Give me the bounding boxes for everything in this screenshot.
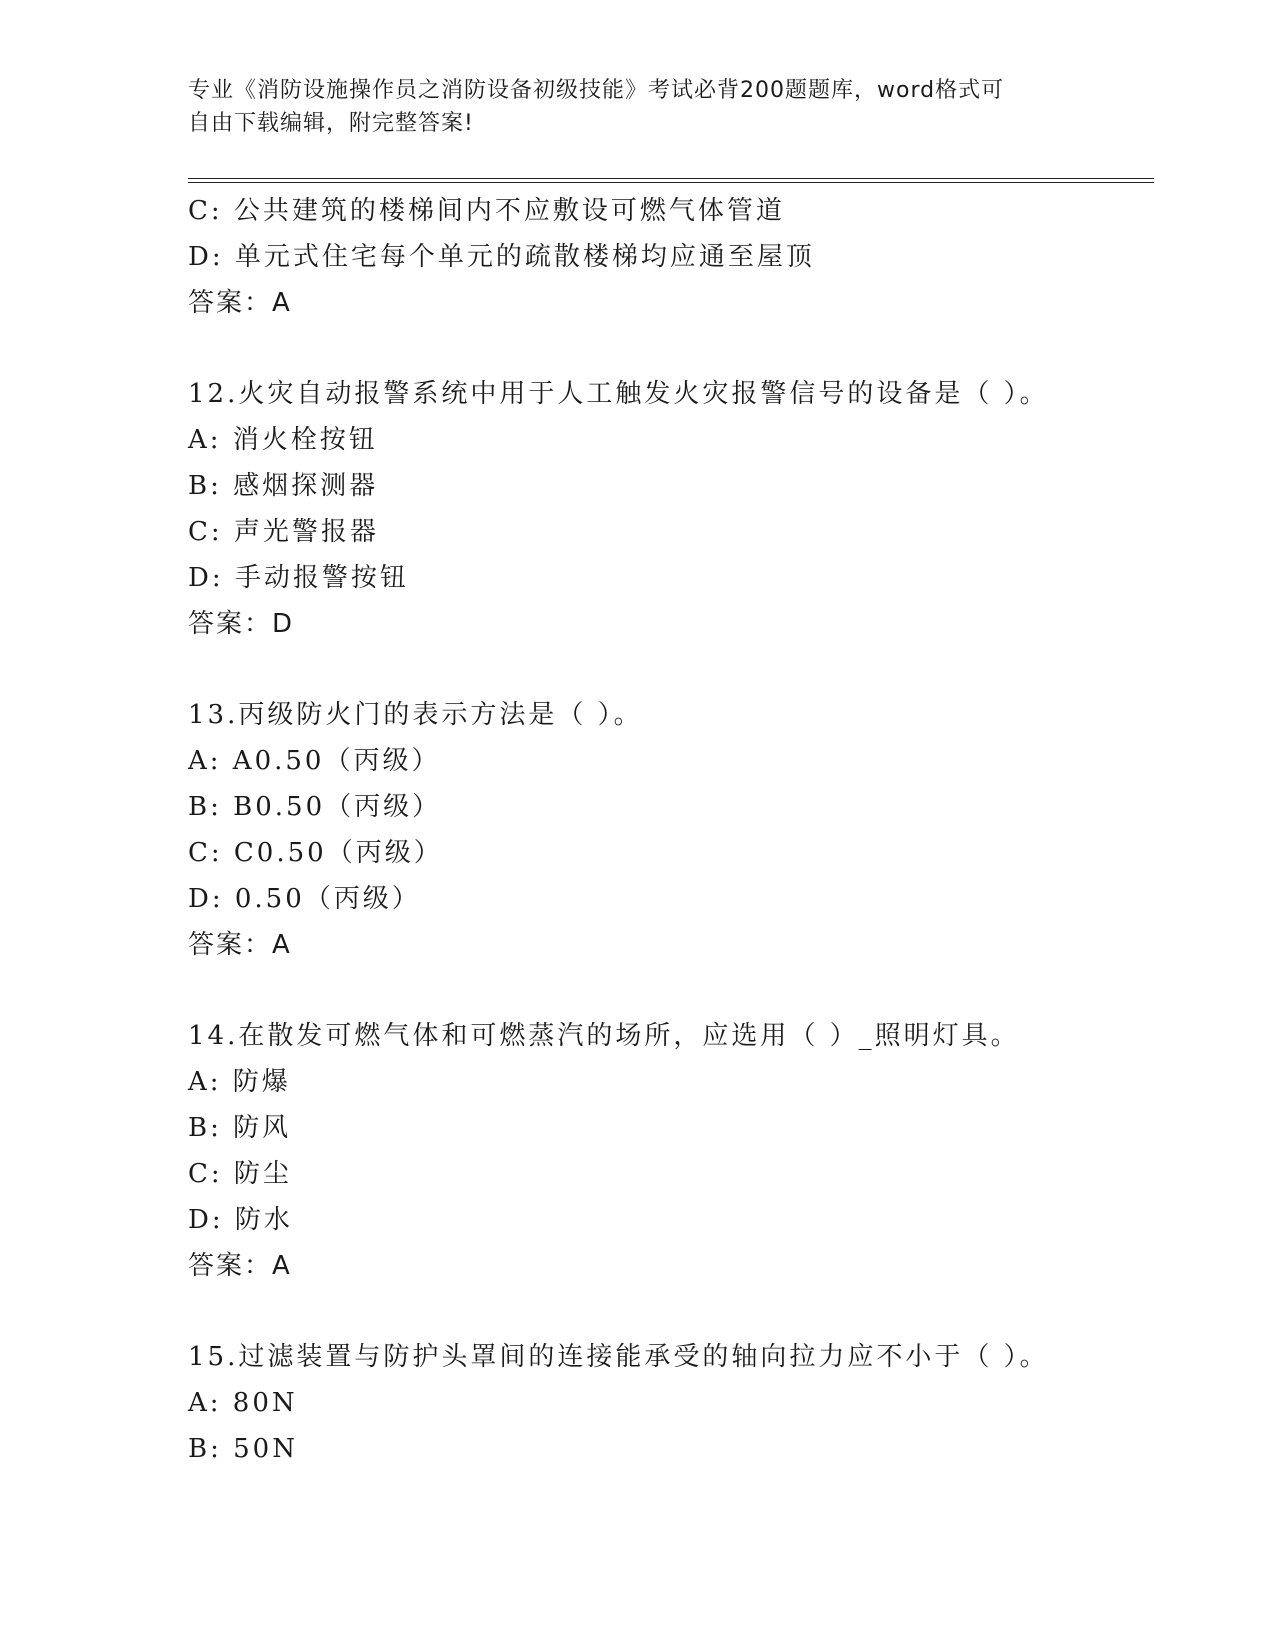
option-d: D: 防水: [188, 1205, 293, 1235]
answer-line: 答案：A: [188, 288, 292, 318]
question-title: 13.丙级防火门的表示方法是（ ）。: [188, 700, 643, 730]
answer-line: 答案：D: [188, 609, 295, 639]
option-a: A: 消火栓按钮: [188, 425, 378, 455]
option-d: D: 0.50（丙级）: [188, 884, 421, 914]
question-15: [188, 1334, 1148, 1472]
header-line-1: 专业《消防设施操作员之消防设备初级技能》考试必背200题题库，word格式可: [188, 78, 1005, 103]
spacer: [188, 326, 1148, 371]
question-title: 14.在散发可燃气体和可燃蒸汽的场所，应选用（ ）_照明灯具。: [188, 1021, 1020, 1051]
option-d: D: 手动报警按钮: [188, 563, 409, 593]
answer-line: 答案：A: [188, 1251, 292, 1281]
header-divider: [188, 178, 1154, 183]
option-c: C: 防尘: [188, 1159, 292, 1189]
answer-line: 答案：A: [188, 930, 292, 960]
option-a: A: 防爆: [188, 1067, 291, 1097]
question-title: 12.火灾自动报警系统中用于人工触发火灾报警信号的设备是（ ）。: [188, 379, 1049, 409]
option-b: B: 防风: [188, 1113, 292, 1143]
header-line-2: 自由下载编辑，附完整答案!: [188, 111, 474, 136]
option-b: B: 感烟探测器: [188, 471, 379, 501]
option-a: A: 80N: [188, 1388, 298, 1418]
option-b: B: B0.50（丙级）: [188, 792, 442, 822]
option-c: C: C0.50（丙级）: [188, 838, 443, 868]
option-b: B: 50N: [188, 1434, 298, 1464]
question-14: [188, 1013, 1148, 1289]
question-list: [188, 188, 1148, 1472]
document-header: [188, 74, 1068, 140]
spacer: [188, 1289, 1148, 1334]
option-a: A: A0.50（丙级）: [188, 746, 441, 776]
option-c: C: 声光警报器: [188, 517, 379, 547]
spacer: [188, 968, 1148, 1013]
question-title: 15.过滤装置与防护头罩间的连接能承受的轴向拉力应不小于（ ）。: [188, 1342, 1049, 1372]
option-d: D: 单元式住宅每个单元的疏散楼梯均应通至屋顶: [188, 242, 815, 272]
question-13: [188, 692, 1148, 968]
option-c: C: 公共建筑的楼梯间内不应敷设可燃气体管道: [188, 196, 785, 226]
spacer: [188, 647, 1148, 692]
question-12: [188, 371, 1148, 647]
question-11-continued: [188, 188, 1148, 326]
